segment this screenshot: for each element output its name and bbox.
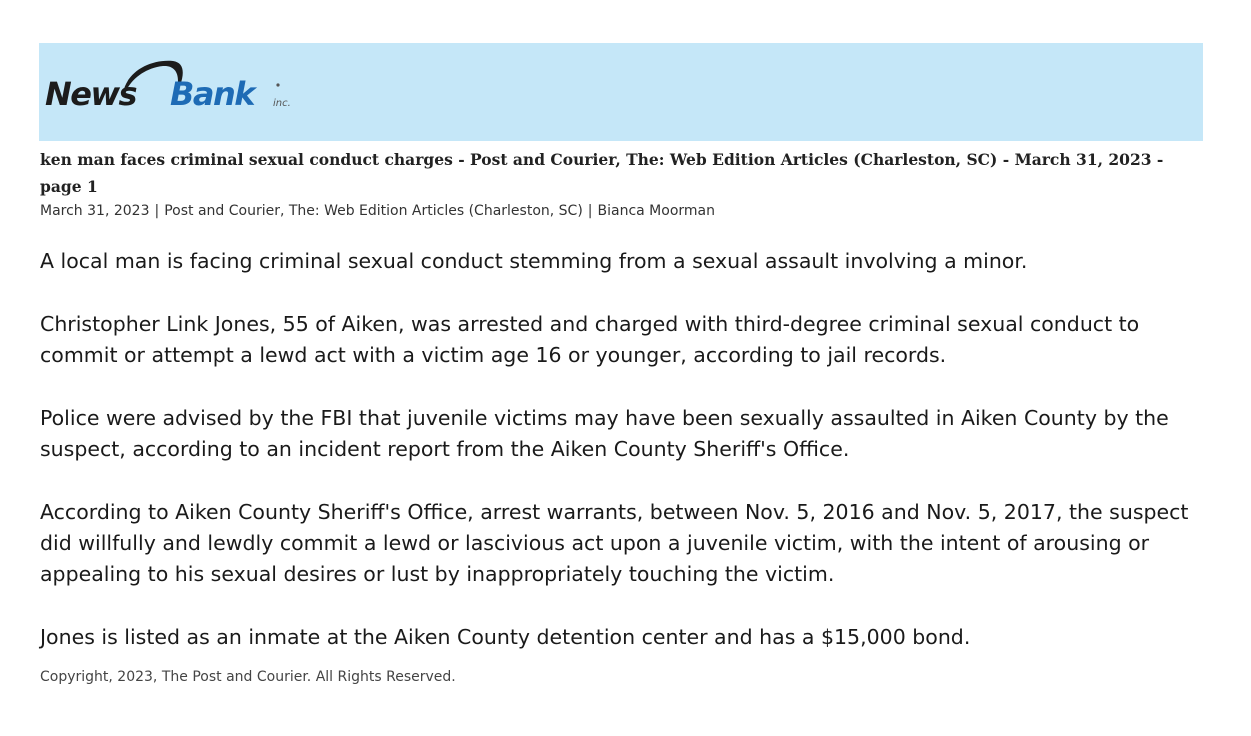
meta-separator: | bbox=[154, 203, 160, 219]
person-name: Jones bbox=[40, 625, 95, 649]
newsbank-logo bbox=[45, 57, 315, 121]
article-date: March 31, 2023 bbox=[40, 203, 150, 219]
article-source: Post and Courier, The: Web Edition Articles (Charleston, SC) bbox=[164, 203, 583, 219]
article-author: Bianca Moorman bbox=[597, 203, 715, 219]
paragraph-text: , 55 of Aiken, was arrested and charged with third-degree criminal sexual conduct to commit or attempt a lewd act with a victim age 16 or younger, according to jail records. bbox=[40, 312, 1140, 367]
header-banner bbox=[39, 43, 1203, 141]
svg-text:Bank: Bank bbox=[170, 75, 255, 113]
svg-text:News: News bbox=[45, 75, 137, 113]
meta-separator: | bbox=[587, 203, 593, 219]
article-headline: ken man faces criminal sexual conduct charges - Post and Courier, The: Web Edition Articles (Charleston, SC) - March 31, 2023 - page 1 bbox=[40, 150, 1164, 196]
svg-text:inc.: inc. bbox=[273, 98, 291, 109]
person-name: Christopher Link Jones bbox=[40, 312, 270, 336]
paragraph-text: is listed as an inmate at the Aiken County detention center and has a $15,000 bond. bbox=[94, 625, 971, 649]
article-paragraph: A local man is facing criminal sexual conduct stemming from a sexual assault involving a minor. bbox=[40, 249, 1028, 273]
article-paragraph bbox=[40, 622, 1205, 653]
copyright-notice: Copyright, 2023, The Post and Courier. All Rights Reserved. bbox=[40, 669, 456, 685]
article-paragraph: According to Aiken County Sheriff's Office, arrest warrants, between Nov. 5, 2016 and Nov. 5, 2017, the suspect did willfully and lewdly commit a lewd or lascivious act upon a juvenile victim, with the intent of arousing or appealing to his sexual desires or lust by inappropriately touching the victim. bbox=[40, 500, 1189, 586]
article-paragraph bbox=[40, 309, 1205, 371]
article-meta bbox=[40, 203, 715, 219]
article-paragraph: Police were advised by the FBI that juvenile victims may have been sexually assaulted in Aiken County by the suspect, according to an incident report from the Aiken County Sheriff's Office. bbox=[40, 406, 1169, 461]
article-body bbox=[40, 246, 1205, 685]
